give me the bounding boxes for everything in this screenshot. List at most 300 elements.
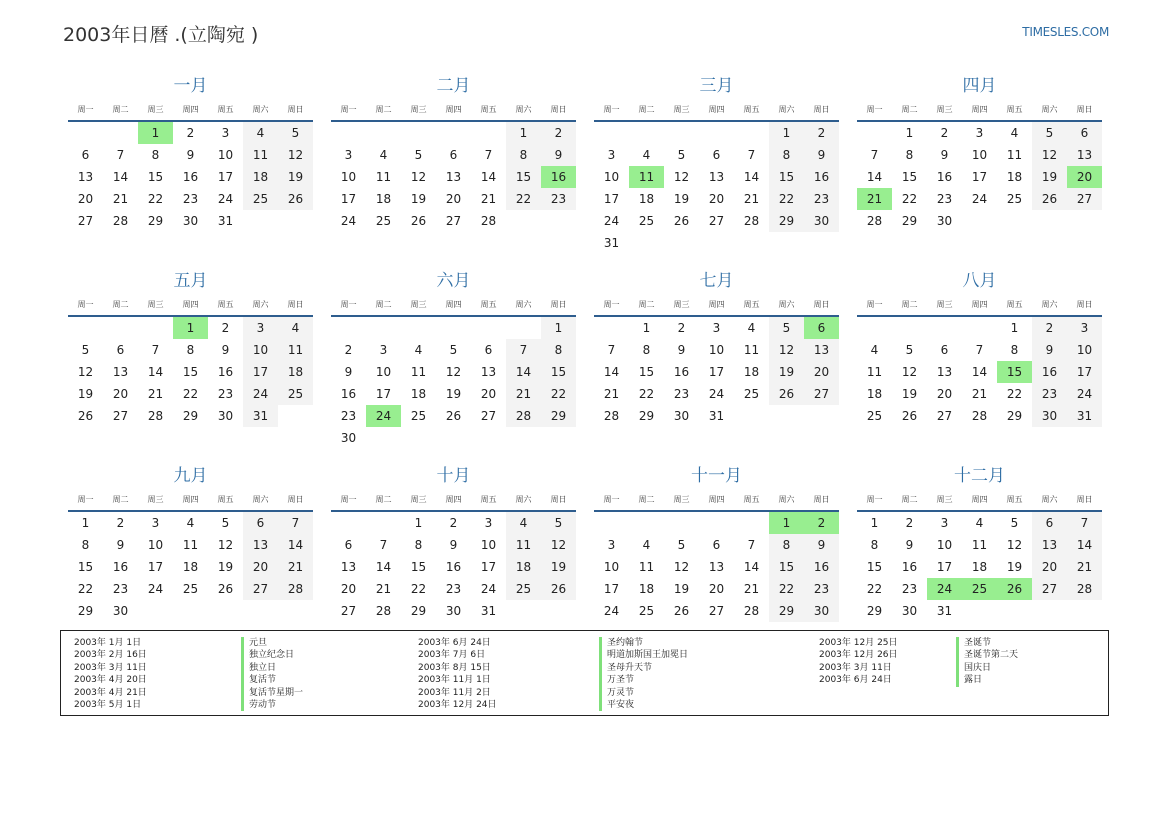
day-cell: 17 bbox=[340, 192, 357, 206]
weekday-label: 周六 bbox=[515, 300, 532, 309]
holiday-day-cell: 24 bbox=[927, 578, 962, 600]
day-cell: 17 bbox=[217, 170, 234, 184]
day-cell: 7 bbox=[975, 343, 984, 357]
day-cell: 9 bbox=[116, 538, 125, 552]
week-row bbox=[331, 188, 576, 210]
empty-day-cell bbox=[962, 210, 997, 232]
day-cell: 15 bbox=[638, 365, 655, 379]
empty-day-cell bbox=[401, 317, 436, 339]
weekday-header bbox=[68, 295, 313, 317]
week-row bbox=[857, 556, 1102, 578]
empty-day-cell bbox=[138, 317, 173, 339]
month-block bbox=[857, 267, 1102, 427]
day-cell: 20 bbox=[804, 361, 839, 383]
month-block bbox=[331, 267, 576, 449]
weekday-label: 周五 bbox=[743, 105, 760, 114]
day-cell: 27 bbox=[804, 383, 839, 405]
empty-day-cell bbox=[541, 427, 576, 449]
day-cell: 7 bbox=[506, 339, 541, 361]
month-title: 十二月 bbox=[954, 466, 1005, 486]
legend-holiday-date: 2003年 11月 2日 bbox=[418, 687, 491, 698]
week-row bbox=[331, 534, 576, 556]
day-cell: 4 bbox=[642, 148, 651, 162]
day-cell: 8 bbox=[186, 343, 195, 357]
day-cell: 3 bbox=[243, 317, 278, 339]
day-cell: 23 bbox=[804, 578, 839, 600]
holiday-day-cell: 11 bbox=[629, 166, 664, 188]
day-cell: 12 bbox=[1032, 144, 1067, 166]
day-cell: 4 bbox=[414, 343, 423, 357]
weekday-label: 周一 bbox=[340, 495, 357, 504]
week-row bbox=[594, 534, 839, 556]
legend-holiday-date: 2003年 11月 1日 bbox=[418, 675, 491, 686]
day-cell: 1 bbox=[506, 122, 541, 144]
weekday-label: 周一 bbox=[603, 105, 620, 114]
day-cell: 31 bbox=[603, 236, 620, 250]
empty-day-cell bbox=[366, 512, 401, 534]
day-cell: 25 bbox=[743, 387, 760, 401]
week-row bbox=[594, 339, 839, 361]
day-cell: 25 bbox=[1006, 192, 1023, 206]
weekday-label: 周六 bbox=[778, 105, 795, 114]
week-row bbox=[594, 383, 839, 405]
day-cell: 3 bbox=[344, 148, 353, 162]
empty-day-cell bbox=[734, 232, 769, 254]
day-cell: 14 bbox=[866, 170, 883, 184]
day-cell: 18 bbox=[410, 387, 427, 401]
legend-holiday-date: 2003年 5月 1日 bbox=[74, 699, 142, 710]
legend-holiday-date: 2003年 4月 20日 bbox=[74, 675, 147, 686]
weekday-label: 周日 bbox=[550, 495, 567, 504]
day-cell: 18 bbox=[278, 361, 313, 383]
day-cell: 10 bbox=[340, 170, 357, 184]
empty-day-cell bbox=[734, 512, 769, 534]
day-cell: 27 bbox=[480, 409, 497, 423]
holiday-day-cell: 1 bbox=[138, 122, 173, 144]
day-cell: 28 bbox=[506, 405, 541, 427]
week-row bbox=[857, 361, 1102, 383]
empty-day-cell bbox=[962, 600, 997, 622]
weekday-label: 周四 bbox=[971, 300, 988, 309]
empty-day-cell bbox=[471, 427, 506, 449]
day-cell: 11 bbox=[375, 170, 392, 184]
empty-day-cell bbox=[804, 405, 839, 427]
empty-day-cell bbox=[962, 317, 997, 339]
weekday-header bbox=[68, 100, 313, 122]
empty-day-cell bbox=[892, 317, 927, 339]
day-cell: 10 bbox=[708, 343, 725, 357]
weekday-label: 周四 bbox=[971, 105, 988, 114]
day-cell: 14 bbox=[375, 560, 392, 574]
day-cell: 30 bbox=[340, 431, 357, 445]
day-cell: 22 bbox=[769, 188, 804, 210]
empty-day-cell bbox=[927, 317, 962, 339]
day-cell: 7 bbox=[151, 343, 160, 357]
empty-day-cell bbox=[471, 317, 506, 339]
week-row bbox=[857, 339, 1102, 361]
day-cell: 1 bbox=[1010, 321, 1019, 335]
weekday-label: 周日 bbox=[287, 300, 304, 309]
weekday-label: 周五 bbox=[743, 300, 760, 309]
day-cell: 26 bbox=[217, 582, 234, 596]
weekday-label: 周三 bbox=[147, 300, 164, 309]
legend-holiday-date: 2003年 3月 11日 bbox=[819, 662, 892, 673]
day-cell: 13 bbox=[77, 170, 94, 184]
month-title: 十月 bbox=[436, 466, 471, 486]
day-cell: 19 bbox=[1006, 560, 1023, 574]
legend-holiday-date: 2003年 7月 6日 bbox=[418, 650, 486, 661]
weekday-label: 周二 bbox=[112, 105, 129, 114]
day-cell: 19 bbox=[217, 560, 234, 574]
legend-holiday-date: 2003年 2月 16日 bbox=[74, 650, 147, 661]
week-row bbox=[331, 556, 576, 578]
day-cell: 13 bbox=[708, 560, 725, 574]
day-cell: 3 bbox=[975, 126, 984, 140]
day-cell: 1 bbox=[541, 317, 576, 339]
month-title: 二月 bbox=[436, 76, 471, 96]
day-cell: 12 bbox=[769, 339, 804, 361]
day-cell: 10 bbox=[480, 538, 497, 552]
month-title: 六月 bbox=[436, 271, 471, 291]
month-block bbox=[68, 462, 313, 622]
calendar-grid bbox=[68, 72, 1102, 618]
empty-day-cell bbox=[1032, 600, 1067, 622]
empty-day-cell bbox=[594, 512, 629, 534]
day-cell: 21 bbox=[480, 192, 497, 206]
day-cell: 28 bbox=[480, 214, 497, 228]
weekday-label: 周四 bbox=[182, 495, 199, 504]
day-cell: 28 bbox=[866, 214, 883, 228]
day-cell: 6 bbox=[1032, 512, 1067, 534]
day-cell: 21 bbox=[112, 192, 129, 206]
day-cell: 2 bbox=[804, 122, 839, 144]
day-cell: 23 bbox=[340, 409, 357, 423]
empty-day-cell bbox=[366, 317, 401, 339]
day-cell: 6 bbox=[243, 512, 278, 534]
empty-day-cell bbox=[401, 427, 436, 449]
day-cell: 4 bbox=[506, 512, 541, 534]
weekday-label: 周四 bbox=[445, 300, 462, 309]
day-cell: 9 bbox=[804, 534, 839, 556]
day-cell: 24 bbox=[243, 383, 278, 405]
day-cell: 5 bbox=[278, 122, 313, 144]
day-cell: 19 bbox=[77, 387, 94, 401]
day-cell: 17 bbox=[375, 387, 392, 401]
day-cell: 21 bbox=[743, 582, 760, 596]
day-cell: 26 bbox=[541, 578, 576, 600]
weekday-label: 周六 bbox=[252, 495, 269, 504]
day-cell: 20 bbox=[77, 192, 94, 206]
day-cell: 12 bbox=[410, 170, 427, 184]
holiday-day-cell: 6 bbox=[804, 317, 839, 339]
weekday-label: 周四 bbox=[708, 300, 725, 309]
day-cell: 2 bbox=[905, 516, 914, 530]
day-cell: 19 bbox=[673, 582, 690, 596]
weekday-label: 周三 bbox=[147, 495, 164, 504]
day-cell: 18 bbox=[506, 556, 541, 578]
weekday-label: 周六 bbox=[1041, 495, 1058, 504]
empty-day-cell bbox=[436, 122, 471, 144]
legend-holiday-name: 万圣节 bbox=[599, 674, 688, 686]
weekday-label: 周二 bbox=[901, 495, 918, 504]
day-cell: 6 bbox=[484, 343, 493, 357]
day-cell: 29 bbox=[410, 604, 427, 618]
empty-day-cell bbox=[699, 232, 734, 254]
day-cell: 28 bbox=[278, 578, 313, 600]
week-row bbox=[594, 361, 839, 383]
day-cell: 7 bbox=[116, 148, 125, 162]
empty-day-cell bbox=[734, 122, 769, 144]
day-cell: 10 bbox=[217, 148, 234, 162]
month-title: 一月 bbox=[173, 76, 208, 96]
day-cell: 22 bbox=[541, 383, 576, 405]
weekday-label: 周一 bbox=[603, 300, 620, 309]
legend-holiday-name: 平安夜 bbox=[599, 699, 688, 711]
day-cell: 11 bbox=[743, 343, 760, 357]
day-cell: 10 bbox=[1067, 339, 1102, 361]
holiday-day-cell: 24 bbox=[366, 405, 401, 427]
day-cell: 18 bbox=[638, 582, 655, 596]
week-row bbox=[331, 512, 576, 534]
week-row bbox=[594, 232, 839, 254]
empty-day-cell bbox=[103, 317, 138, 339]
day-cell: 10 bbox=[603, 560, 620, 574]
day-cell: 29 bbox=[541, 405, 576, 427]
week-row bbox=[68, 210, 313, 232]
site-link[interactable]: TIMESLES.COM bbox=[1022, 25, 1109, 39]
day-cell: 3 bbox=[607, 148, 616, 162]
empty-day-cell bbox=[1067, 600, 1102, 622]
day-cell: 28 bbox=[603, 409, 620, 423]
day-cell: 5 bbox=[677, 148, 686, 162]
week-row bbox=[331, 361, 576, 383]
day-cell: 5 bbox=[677, 538, 686, 552]
day-cell: 6 bbox=[1067, 122, 1102, 144]
day-cell: 8 bbox=[506, 144, 541, 166]
day-cell: 27 bbox=[1032, 578, 1067, 600]
legend-holiday-date: 2003年 6月 24日 bbox=[418, 638, 491, 648]
weekday-label: 周六 bbox=[1041, 300, 1058, 309]
empty-day-cell bbox=[857, 122, 892, 144]
empty-day-cell bbox=[629, 122, 664, 144]
day-cell: 31 bbox=[243, 405, 278, 427]
day-cell: 23 bbox=[804, 188, 839, 210]
week-row bbox=[331, 427, 576, 449]
day-cell: 20 bbox=[1032, 556, 1067, 578]
day-cell: 1 bbox=[642, 321, 651, 335]
week-row bbox=[594, 556, 839, 578]
day-cell: 26 bbox=[1032, 188, 1067, 210]
day-cell: 26 bbox=[445, 409, 462, 423]
day-cell: 14 bbox=[112, 170, 129, 184]
empty-day-cell bbox=[664, 512, 699, 534]
weekday-header bbox=[331, 295, 576, 317]
empty-day-cell bbox=[436, 317, 471, 339]
day-cell: 11 bbox=[971, 538, 988, 552]
week-row bbox=[68, 534, 313, 556]
week-row bbox=[594, 600, 839, 622]
empty-day-cell bbox=[699, 512, 734, 534]
day-cell: 6 bbox=[712, 538, 721, 552]
weekday-label: 周五 bbox=[217, 105, 234, 114]
day-cell: 23 bbox=[673, 387, 690, 401]
weekday-label: 周六 bbox=[515, 495, 532, 504]
day-cell: 14 bbox=[506, 361, 541, 383]
week-row bbox=[857, 600, 1102, 622]
legend-holiday-name: 复活节星期一 bbox=[241, 687, 303, 699]
week-row bbox=[331, 578, 576, 600]
weekday-label: 周三 bbox=[673, 300, 690, 309]
empty-day-cell bbox=[366, 122, 401, 144]
weekday-label: 周二 bbox=[112, 300, 129, 309]
day-cell: 5 bbox=[449, 343, 458, 357]
day-cell: 13 bbox=[243, 534, 278, 556]
day-cell: 15 bbox=[901, 170, 918, 184]
weekday-label: 周三 bbox=[673, 105, 690, 114]
day-cell: 3 bbox=[221, 126, 230, 140]
day-cell: 19 bbox=[901, 387, 918, 401]
day-cell: 1 bbox=[905, 126, 914, 140]
day-cell: 14 bbox=[278, 534, 313, 556]
day-cell: 8 bbox=[414, 538, 423, 552]
day-cell: 22 bbox=[182, 387, 199, 401]
day-cell: 11 bbox=[182, 538, 199, 552]
day-cell: 5 bbox=[81, 343, 90, 357]
empty-day-cell bbox=[506, 210, 541, 232]
day-cell: 29 bbox=[182, 409, 199, 423]
day-cell: 23 bbox=[112, 582, 129, 596]
day-cell: 20 bbox=[480, 387, 497, 401]
weekday-header bbox=[857, 295, 1102, 317]
empty-day-cell bbox=[278, 600, 313, 622]
holiday-day-cell: 1 bbox=[769, 512, 804, 534]
empty-day-cell bbox=[541, 600, 576, 622]
empty-day-cell bbox=[629, 512, 664, 534]
day-cell: 17 bbox=[603, 582, 620, 596]
legend-holiday-name: 独立纪念日 bbox=[241, 649, 303, 661]
day-cell: 4 bbox=[642, 538, 651, 552]
day-cell: 28 bbox=[375, 604, 392, 618]
legend-dates-column-3 bbox=[819, 637, 898, 687]
day-cell: 13 bbox=[112, 365, 129, 379]
weekday-label: 周日 bbox=[550, 300, 567, 309]
day-cell: 20 bbox=[340, 582, 357, 596]
legend-holiday-name: 万灵节 bbox=[599, 687, 688, 699]
week-row bbox=[857, 122, 1102, 144]
week-row bbox=[857, 144, 1102, 166]
day-cell: 21 bbox=[971, 387, 988, 401]
day-cell: 20 bbox=[708, 582, 725, 596]
day-cell: 20 bbox=[936, 387, 953, 401]
empty-day-cell bbox=[331, 512, 366, 534]
weekday-label: 周一 bbox=[866, 300, 883, 309]
day-cell: 29 bbox=[769, 210, 804, 232]
day-cell: 27 bbox=[936, 409, 953, 423]
day-cell: 13 bbox=[936, 365, 953, 379]
day-cell: 4 bbox=[186, 516, 195, 530]
day-cell: 26 bbox=[673, 604, 690, 618]
day-cell: 29 bbox=[866, 604, 883, 618]
day-cell: 6 bbox=[940, 343, 949, 357]
day-cell: 18 bbox=[182, 560, 199, 574]
holiday-day-cell: 20 bbox=[1067, 166, 1102, 188]
empty-day-cell bbox=[68, 317, 103, 339]
weekday-label: 周五 bbox=[480, 495, 497, 504]
day-cell: 10 bbox=[243, 339, 278, 361]
day-cell: 28 bbox=[743, 604, 760, 618]
weekday-label: 周三 bbox=[936, 105, 953, 114]
day-cell: 22 bbox=[1006, 387, 1023, 401]
week-row bbox=[594, 166, 839, 188]
weekday-label: 周六 bbox=[252, 300, 269, 309]
day-cell: 19 bbox=[278, 166, 313, 188]
day-cell: 18 bbox=[1006, 170, 1023, 184]
day-cell: 8 bbox=[151, 148, 160, 162]
legend-holiday-date: 2003年 8月 15日 bbox=[418, 662, 491, 673]
day-cell: 13 bbox=[1067, 144, 1102, 166]
legend-names-column-3 bbox=[956, 637, 1018, 687]
weekday-header bbox=[594, 490, 839, 512]
day-cell: 5 bbox=[221, 516, 230, 530]
weekday-label: 周日 bbox=[287, 105, 304, 114]
day-cell: 18 bbox=[243, 166, 278, 188]
day-cell: 11 bbox=[278, 339, 313, 361]
day-cell: 25 bbox=[182, 582, 199, 596]
weekday-header bbox=[857, 100, 1102, 122]
day-cell: 7 bbox=[607, 343, 616, 357]
weekday-label: 周一 bbox=[866, 495, 883, 504]
weekday-label: 周二 bbox=[375, 495, 392, 504]
day-cell: 9 bbox=[1032, 339, 1067, 361]
weekday-label: 周日 bbox=[1076, 495, 1093, 504]
empty-day-cell bbox=[68, 122, 103, 144]
day-cell: 6 bbox=[449, 148, 458, 162]
empty-day-cell bbox=[769, 405, 804, 427]
weekday-label: 周五 bbox=[1006, 300, 1023, 309]
day-cell: 5 bbox=[541, 512, 576, 534]
day-cell: 14 bbox=[743, 170, 760, 184]
day-cell: 8 bbox=[81, 538, 90, 552]
day-cell: 16 bbox=[445, 560, 462, 574]
day-cell: 28 bbox=[971, 409, 988, 423]
empty-day-cell bbox=[103, 122, 138, 144]
legend-holiday-date: 2003年 12月 24日 bbox=[418, 699, 497, 710]
weekday-label: 周一 bbox=[603, 495, 620, 504]
empty-day-cell bbox=[138, 600, 173, 622]
day-cell: 23 bbox=[541, 188, 576, 210]
day-cell: 1 bbox=[81, 516, 90, 530]
day-cell: 29 bbox=[77, 604, 94, 618]
day-cell: 25 bbox=[278, 383, 313, 405]
week-row bbox=[594, 512, 839, 534]
weekday-label: 周二 bbox=[638, 300, 655, 309]
weekday-label: 周五 bbox=[217, 495, 234, 504]
empty-day-cell bbox=[243, 600, 278, 622]
week-row bbox=[331, 600, 576, 622]
day-cell: 25 bbox=[506, 578, 541, 600]
day-cell: 8 bbox=[541, 339, 576, 361]
weekday-header bbox=[594, 100, 839, 122]
week-row bbox=[68, 361, 313, 383]
day-cell: 29 bbox=[769, 600, 804, 622]
weekday-label: 周四 bbox=[971, 495, 988, 504]
day-cell: 9 bbox=[804, 144, 839, 166]
day-cell: 7 bbox=[870, 148, 879, 162]
day-cell: 30 bbox=[182, 214, 199, 228]
legend-dates-column-1 bbox=[74, 637, 147, 711]
legend-holiday-date: 2003年 1月 1日 bbox=[74, 638, 142, 648]
weekday-label: 周四 bbox=[708, 495, 725, 504]
